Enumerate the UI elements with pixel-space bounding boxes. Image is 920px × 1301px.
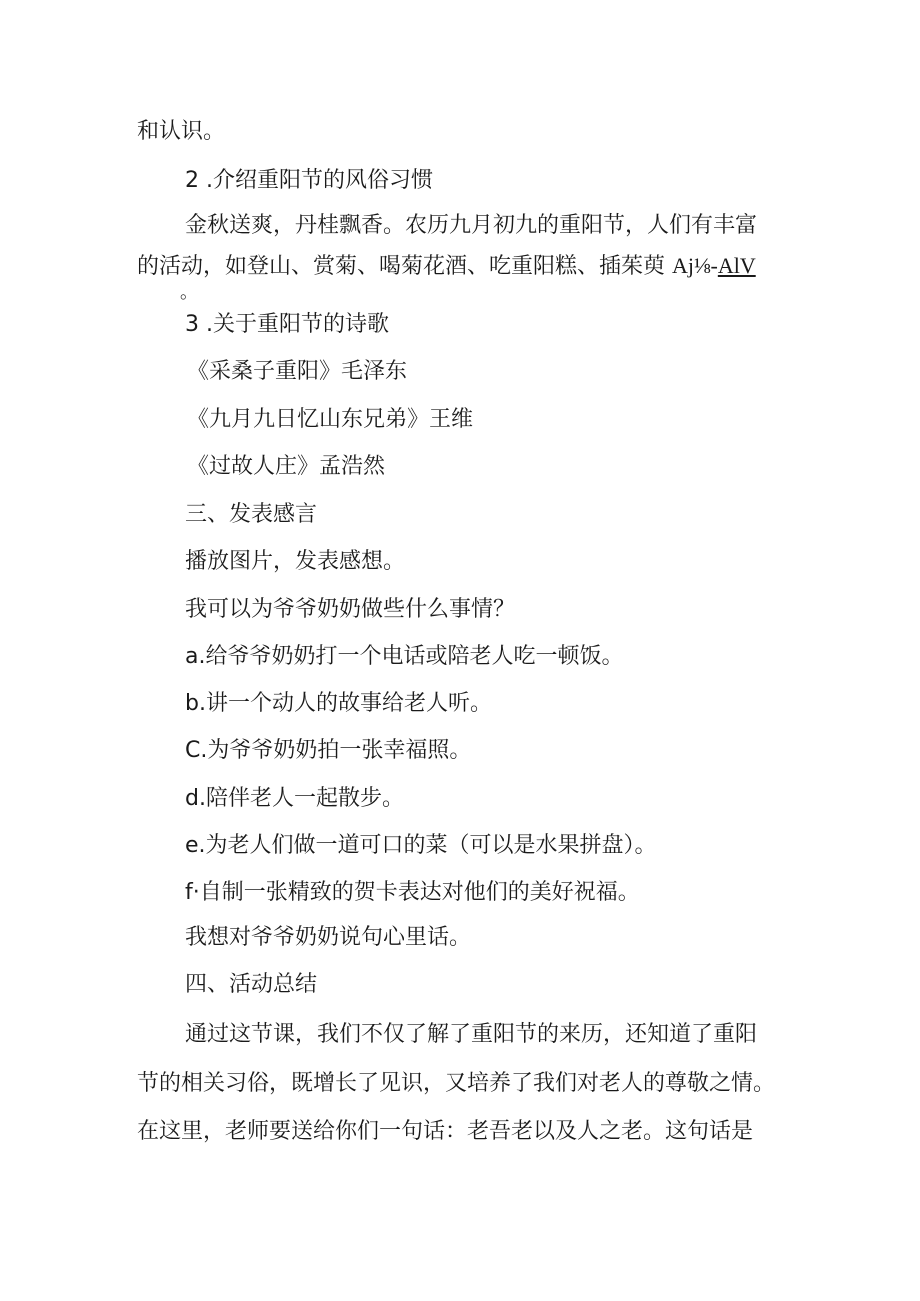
poem-title: 《采桑子重阳》毛泽东 (187, 359, 408, 384)
text-line: 和认识。 (137, 119, 226, 144)
poem-title: 《九月九日忆山东兄弟》王维 (187, 407, 474, 432)
text-line (137, 251, 756, 282)
poem-title: 《过故人庄》孟浩然 (187, 454, 386, 479)
list-item: e.为老人们做一道可口的菜（可以是水果拼盘）。 (185, 833, 657, 858)
list-item: f·自制一张精致的贺卡表达对他们的美好祝福。 (185, 880, 640, 905)
section-heading: 2 .介绍重阳节的风俗习惯 (185, 168, 433, 193)
list-item: a.给爷爷奶奶打一个电话或陪老人吃一顿饭。 (185, 644, 624, 669)
garbled-text: Aj⅛- (672, 253, 718, 278)
text-line: 播放图片，发表感想。 (185, 549, 406, 574)
text-line: 我可以为爷爷奶奶做些什么事情？ (185, 597, 516, 622)
section-heading: 三、发表感言 (185, 502, 318, 527)
text-line: 在这里，老师要送给你们一句话：老吾老以及人之老。这句话是 (137, 1119, 754, 1144)
section-heading: 3 .关于重阳节的诗歌 (185, 312, 389, 337)
garbled-underlined-text: AlV (717, 253, 756, 278)
list-item: C.为爷爷奶奶拍一张幸福照。 (185, 738, 472, 763)
list-item: b.讲一个动人的故事给老人听。 (185, 691, 492, 716)
text-span: 的活动，如登山、赏菊、喝菊花酒、吃重阳糕、插茱萸 (137, 254, 672, 279)
section-heading: 四、活动总结 (185, 972, 318, 997)
text-line: 我想对爷爷奶奶说句心里话。 (185, 925, 472, 950)
text-line: 通过这节课，我们不仅了解了重阳节的来历，还知道了重阳 (185, 1022, 758, 1047)
text-line: 。 (180, 282, 198, 303)
text-line: 金秋送爽，丹桂飘香。农历九月初九的重阳节，人们有丰富 (185, 213, 758, 238)
text-line: 节的相关习俗，既增长了见识，又培养了我们对老人的尊敬之情。 (137, 1071, 776, 1096)
list-item: d.陪伴老人一起散步。 (185, 786, 404, 811)
